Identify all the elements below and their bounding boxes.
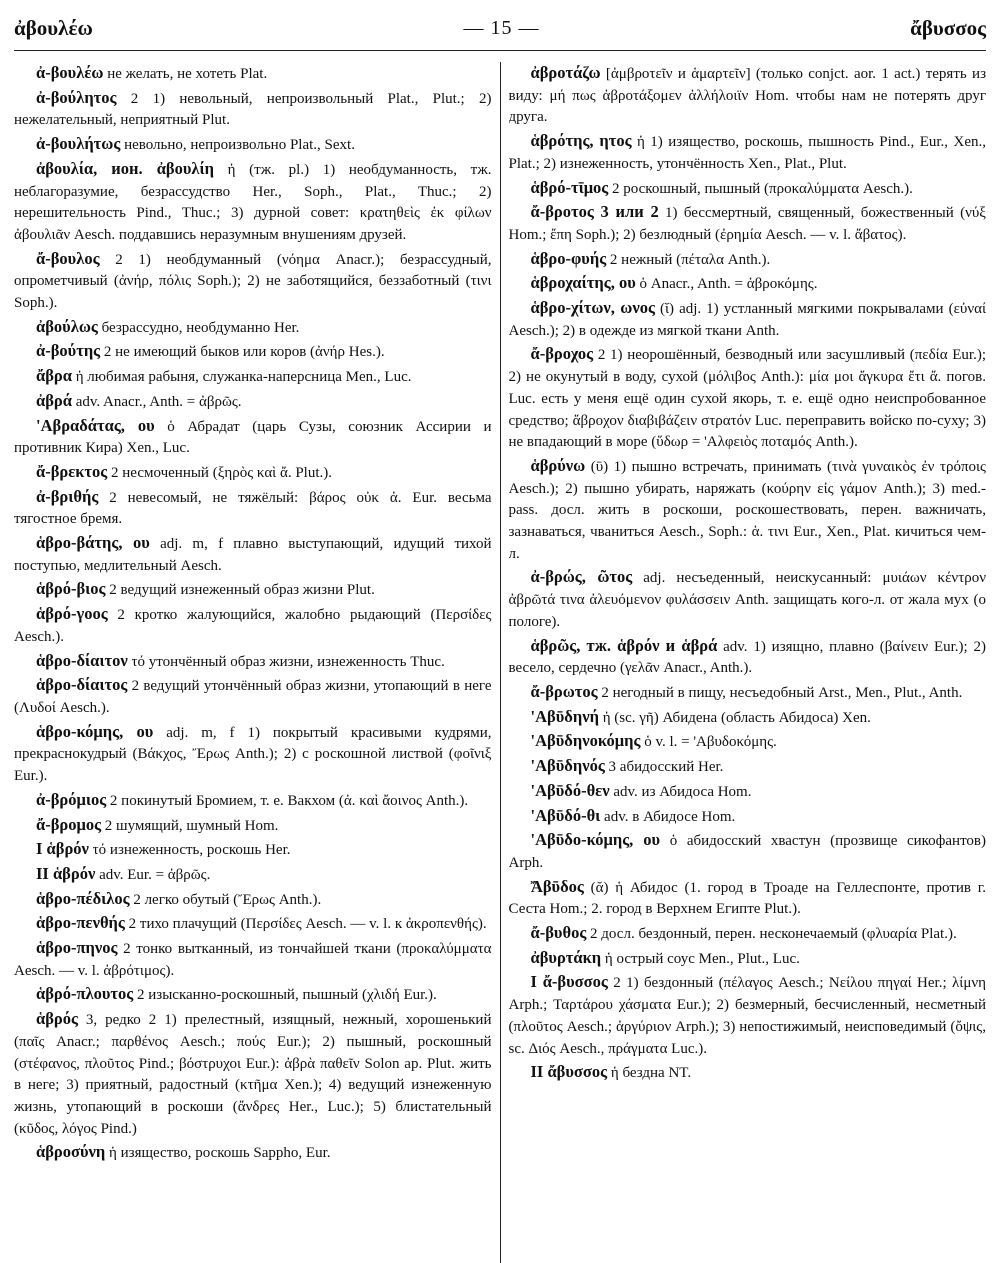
entry-definition: [ἀμβροτεῖν и ἁμαρτεῖν] (только conjct. aor. 1 act.) терять из виду: μή πως ἀβροτάξομεν ἀλλήλοιϊν Hom. чтобы нам не потерять друг друга. [508,66,986,126]
entry-definition: ὁ абидосский хвастун (прозвище сикофантов) Arph. [508,833,986,871]
dictionary-entry [509,971,987,1060]
entry-definition: ἡ изящество, роскошь Sappho, Eur. [105,1145,331,1162]
entry-definition: adj. m, f плавно выступающий, идущий тихой поступью, медлительный Aesch. [14,536,492,574]
dictionary-entry [509,1061,987,1085]
dictionary-entry [14,603,492,648]
entry-definition: adv. Anacr., Anth. = ἀβρῶς. [71,393,242,410]
dictionary-entry [14,461,492,485]
entry-headword: ἁβρο-δίαιτον [36,650,128,670]
column-separator [500,62,501,1263]
entry-headword: ἄ-βρομος [36,814,102,834]
entry-definition: ἡ бездна NT. [607,1065,692,1082]
entry-definition: 2 не имеющий быков или коров (ἀνήρ Hes.). [100,344,385,361]
entry-headword: ἁβρό-βιος [36,579,106,599]
entry-headword: 'Αβῡδό-θεν [530,780,610,800]
dictionary-entry [509,635,987,680]
entry-headword: 'Αβῡδηνή [530,706,599,726]
entry-headword: ἀ-βούλητος [36,87,117,107]
left-column [14,62,492,1263]
entry-definition: 2 ведущий изнеженный образ жизни Plut. [105,582,375,599]
entry-definition: 2 роскошный, пышный (προκαλύμματα Aesch.). [608,180,913,197]
dictionary-entry [509,62,987,129]
entry-definition: adv. Eur. = ἀβρῶς. [95,866,211,883]
entry-definition: adv. из Абидоса Hom. [609,783,752,800]
entry-headword: ἄ-βρεκτος [36,461,108,481]
entry-headword: ἁβρο-χίτων, ωνος [530,298,655,318]
entry-definition: ἡ (тж. pl.) 1) необдуманность, тж. неблагоразумие, безрассудство Her., Soph., Plat., Thuc.; 2) нерешительность Pind., Thuc.; 3) дурной совет: κρατηθεὶς ἐκ φίλων ἀβουλιᾶν Aesch. поддавшись неразумным внушениям друзей. [14,161,492,243]
header-rule [14,50,986,51]
entry-headword: II ἁβρόν [36,863,96,883]
entry-headword: ἄ-βροτος 3 или 2 [530,202,659,222]
entry-definition: ὁ v. l. = 'Αβυδοκόμης. [640,734,777,751]
entry-definition: adj. m, f 1) покрытый красивыми кудрями, прекраснокудрый (Βάκχος, Ἔρως Anth.); 2) с роскошной листвой (φοῖνιξ Eur.). [14,724,492,785]
entry-definition: (ῐ) adj. 1) устланный мягкими покрывалами (εὐναί Aesch.); 2) в одежде из мягкой ткани Anth. [508,301,986,339]
dictionary-entry [509,297,987,342]
entry-definition: 3 абидосский Her. [604,759,724,776]
entry-headword: ἁβρο-κόμης, ου [36,721,154,741]
entry-definition: 2 1) необдуманный (νόημα Anacr.); безрассудный, опрометчивый (ἀνήρ, πόλις Soph.); 2) не заботящийся, беззаботный (τινι Soph.). [14,251,492,312]
dictionary-entry [14,158,492,247]
entry-headword: ἁβρό-τῑμος [530,177,609,197]
dictionary-entry [14,674,492,719]
entry-definition: 2 невесомый, не тяжёлый: βάρος οὐκ ἀ. Eur. весьма тягостное бремя. [14,489,492,528]
entry-definition: (ῡ) 1) пышно встречать, принимать (τινὰ γυναικὸς ἐν τρόποις Aesch.); 2) пышно убирать, наряжать (κούρην εἰς γάμον Anth.); 3) med.-pass. досл. жить в роскоши, роскошествовать, перен. важничать, зазнаваться, чваниться Aesch., Soph.: ἁ. τινι Eur., Xen., Plat. кичиться чем-л. [508,458,986,562]
entry-headword: ἀβυρτάκη [530,947,602,967]
entry-definition: adv. в Абидосе Hom. [600,808,736,825]
entry-definition: 2 шумящий, шумный Hom. [101,817,279,834]
dictionary-entry [509,177,987,201]
dictionary-entry [509,755,987,779]
entry-definition: adv. 1) изящно, плавно (βαίνειν Eur.); 2) весело, сердечно (γελᾶν Anacr., Anth.). [508,638,986,677]
entry-definition: 2 тонко вытканный, из тончайшей ткани (προκαλύμματα Aesch. — v. l. ἀβρότιμος). [14,941,492,979]
entry-headword: ἄβρα [36,366,72,386]
entry-headword: ἀ-βούτης [36,341,101,361]
entry-definition: 2 покинутый Бромием, т. е. Вакхом (ἀ. καὶ ἄοινος Anth.). [106,792,469,809]
dictionary-entry [14,316,492,340]
dictionary-entry [14,888,492,912]
dictionary-entry [14,578,492,602]
entry-definition: ἡ 1) изящество, роскошь, пышность Pind., Eur., Xen., Plat.; 2) изнеженность, утончённость Xen., Plat., Plut. [508,134,986,172]
entry-definition: ὁ Anacr., Anth. = ἁβροκόμης. [635,276,818,293]
entry-headword: ἀ-βουλήτως [36,134,121,154]
dictionary-entry [509,829,987,874]
entry-headword: ἁβρο-βάτης, ου [36,533,150,553]
entry-headword: ἁβρῶς, тж. ἁβρόν и ἁβρά [530,635,718,655]
entry-headword: ἀβροτάζω [530,63,601,82]
entry-definition: 2 несмоченный (ξηρὸς καὶ ἄ. Plut.). [107,464,333,481]
dictionary-entry [509,947,987,971]
running-headword-left: ἀβουλέω [14,15,93,40]
right-column [509,62,987,1263]
dictionary-entry [14,248,492,315]
entry-definition: 2 нежный (πέταλα Anth.). [606,251,771,268]
entry-definition: 2 1) неорошённый, безводный или засушливый (πεδία Eur.); 2) не окунутый в воду, сухой (μόλιβος Anth.): μία μοι ἄγκυρα ἔτι ἄ. погов. Luc. есть у меня ещё один сухой якорь, т. е. ещё одно неиспробованное средство; ἄβροχον διαβιβάζειν στρατόν Luc. переправить войско по-суху; 3) не впадающий в море (ὕδωρ = 'Αλφειὸς ποταμός Anth.). [508,347,986,451]
dictionary-entry [14,365,492,389]
dictionary-entry [509,201,987,246]
entry-headword: I ἁβρόν [36,839,89,859]
entry-headword: ἀ-βουλέω [36,63,104,82]
entry-headword: ἀ-βρώς, ῶτος [530,567,633,587]
dictionary-entry [14,650,492,674]
dictionary-entry [509,922,987,946]
entry-definition: τό изнеженность, роскошь Her. [88,842,291,859]
entry-definition: 3, редко 2 1) прелестный, изящный, нежный, хорошенький (παῖς Anacr.; παρθένος Aesch.; πούς Eur.); 2) пышный, роскошный (στέφανος, πλοῦτος Pind.; βόστρυχοι Eur.): ἀβρὰ παθεῖν Solon ap. Plut. жить в неге; 3) приятный, радостный (κτῆμα Xen.); 4) ведущий изнеженную жизнь, утопающий в роскоши (ἄνδρες Her., Luc.); 5) блистательный (κῦδος, λόγος Pind.) [14,1012,492,1137]
dictionary-columns [14,62,986,1263]
entry-headword: ἄ-βουλος [36,248,100,268]
page-number: — 15 — [463,16,540,39]
dictionary-entry [14,863,492,887]
entry-definition: adj. несъеденный, неискусанный: μυιάων κέντρον ἀβρῶτά τινα ἀλευόμενον φυλάσσειν Anth. защищать кого-л. от жала мух (о пологе). [508,570,986,630]
dictionary-entry [509,706,987,730]
entry-definition: ὁ Абрадат (царь Сузы, союзник Ассирии и противник Кира) Xen., Luc. [14,418,492,457]
entry-headword: ἀ-βρόμιος [36,789,107,809]
entry-definition: 2 досл. бездонный, перен. несконечаемый (φλυαρία Plat.). [586,926,957,943]
dictionary-entry [509,130,987,175]
dictionary-entry [14,912,492,936]
entry-headword: ἁβρός [36,1009,78,1029]
entry-definition: 2 изысканно-роскошный, пышный (χλιδή Eur.). [133,987,437,1004]
dictionary-entry [14,789,492,813]
entry-headword: Ἄβῡδος [530,876,584,896]
entry-headword: ἁβρο-πενθής [36,913,125,933]
entry-headword: ἀ-βριθής [36,486,99,506]
entry-headword: ἄ-βροχος [530,344,594,364]
entry-headword: ἀβούλως [36,316,98,336]
entry-definition: 2 кротко жалующийся, жалобно рыдающий (Περσίδες Aesch.). [14,607,492,645]
entry-headword: 'Αβῡδό-θι [530,805,601,825]
entry-headword: ἁβρό-γοος [36,604,108,624]
entry-definition: 2 1) невольный, непроизвольный Plat., Plut.; 2) нежелательный, неприятный Plut. [14,90,492,129]
entry-definition: ἡ острый соус Men., Plut., Luc. [601,950,800,967]
dictionary-entry [14,983,492,1007]
entry-headword: ἁβρύνω [530,455,586,475]
dictionary-entry [14,937,492,982]
running-head [14,10,986,46]
entry-definition: ἡ любимая рабыня, служанка-наперсница Men., Luc. [71,369,412,386]
entry-headword: II ἄβυσσος [530,1062,608,1082]
running-headword-right: ἄβυσσος [910,15,986,40]
dictionary-entry [14,532,492,577]
dictionary-entry [509,681,987,705]
dictionary-entry [14,390,492,414]
dictionary-entry [14,133,492,157]
entry-definition: 2 легко обутый (Ἔρως Anth.). [129,891,322,908]
entry-headword: ἁβρο-δίαιτος [36,675,128,695]
dictionary-entry [14,340,492,364]
entry-definition: 2 ведущий утончённый образ жизни, утопающий в неге (Λυδοί Aesch.). [14,678,492,716]
entry-definition: ἡ (sc. γῆ) Абидена (область Абидоса) Xen. [598,709,871,726]
entry-headword: I ἄ-βυσσος [530,972,608,992]
dictionary-entry [14,721,492,788]
entry-definition: 1) бессмертный, священный, божественный (νύξ Hom.; ἔπη Soph.); 2) безлюдный (ἐρημία Aesch. — v. l. ἄβατος). [508,205,986,243]
entry-headword: 'Αβῡδο-κόμης, ου [530,830,661,850]
entry-definition: 2 тихо плачущий (Περσίδες Aesch. — v. l. к ἀκροπενθής). [124,916,487,933]
entry-headword: 'Αβῡδηνοκόμης [530,731,641,751]
entry-headword: ἁβρο-πηνος [36,938,118,958]
entry-definition: не желать, не хотеть Plat. [103,66,268,82]
entry-definition: невольно, непроизвольно Plat., Sext. [120,137,355,154]
dictionary-entry [14,87,492,132]
entry-headword: ἁβροχαίτης, ου [530,273,636,293]
entry-definition: 2 1) бездонный (πέλαγος Aesch.; Νείλου πηγαί Her.; λίμνη Arph.; Ταρτάρου χάσματα Eur.); 2) безмерный, бесчисленный, несметный (πλοῦτος Aesch.; ἀργύριον Arph.); 3) непостижимый, неисповедимый (ὄψις, sc. Διός Aesch., πράγματα Luc.). [508,975,986,1057]
entry-headword: 'Αβῡδηνός [530,756,605,776]
dictionary-entry [14,814,492,838]
dictionary-entry [14,838,492,862]
entry-definition: 2 негодный в пищу, несъедобный Arst., Men., Plut., Anth. [597,684,963,701]
dictionary-entry [14,1008,492,1140]
entry-headword: ἀβουλία, ион. ἀβουλίη [36,158,215,178]
dictionary-entry [509,248,987,272]
dictionary-entry [509,343,987,454]
entry-headword: ἁβρότης, ητος [530,131,632,151]
entry-headword: ἄ-βυθος [530,923,587,943]
entry-headword: ἁβρο-πέδιλος [36,888,130,908]
entry-definition: безрассудно, необдуманно Her. [97,319,300,336]
entry-definition: (ᾰ) ἡ Абидос (1. город в Троаде на Геллеспонте, против г. Сеста Hom.; 2. город в Верхнем Египте Plut.). [508,879,986,918]
entry-headword: ἁβρο-φυής [530,248,607,268]
dictionary-entry [509,805,987,829]
entry-headword: 'Αβραδάτας, ου [36,415,155,435]
dictionary-entry [509,876,987,921]
entry-headword: ἁβροσύνη [36,1142,106,1162]
dictionary-entry [14,415,492,460]
dictionary-entry [14,486,492,531]
dictionary-entry [509,780,987,804]
entry-headword: ἀβρά [36,390,72,410]
dictionary-entry [14,62,492,86]
dictionary-entry [509,455,987,566]
dictionary-entry [509,272,987,296]
entry-headword: ἁβρό-πλουτος [36,984,134,1004]
entry-definition: τό утончённый образ жизни, изнеженность Thuc. [127,653,445,670]
dictionary-entry [509,730,987,754]
entry-headword: ἄ-βρωτος [530,681,598,701]
dictionary-entry [509,566,987,633]
dictionary-entry [14,1141,492,1165]
